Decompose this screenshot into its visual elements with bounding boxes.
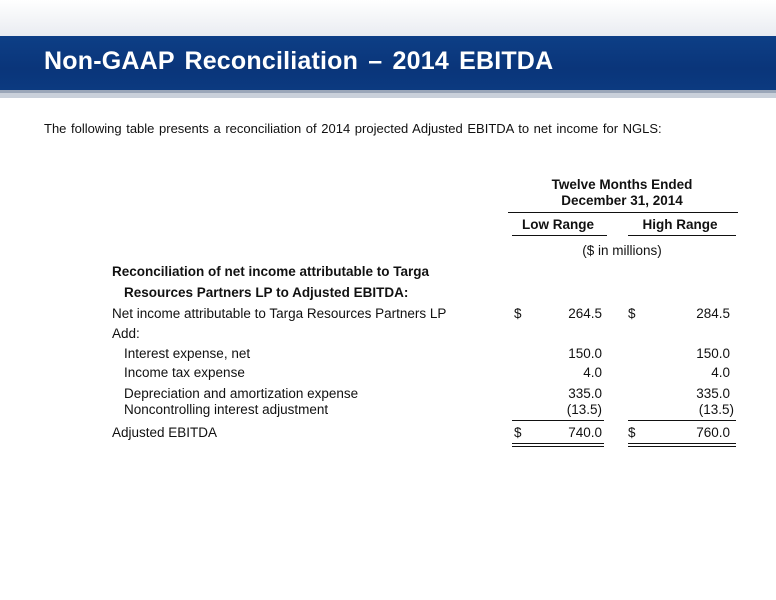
title-underline-shadow bbox=[0, 93, 776, 98]
title-bar bbox=[0, 36, 776, 90]
total-double-rule-high bbox=[628, 443, 736, 447]
subtotal-rule-high bbox=[628, 420, 736, 421]
row-label-add: Add: bbox=[112, 326, 140, 341]
intro-text: The following table presents a reconciliation of 2014 projected Adjusted EBITDA to net income for NGLS: bbox=[44, 121, 662, 136]
total-double-rule-low bbox=[512, 443, 604, 447]
row-label-interest: Interest expense, net bbox=[124, 346, 251, 361]
high-range-header: High Range bbox=[642, 217, 718, 232]
adjusted-ebitda-low: 740.0 bbox=[568, 425, 602, 440]
depreciation-low: 335.0 bbox=[568, 386, 602, 401]
depreciation-high: 335.0 bbox=[696, 386, 730, 401]
section-heading-line1: Reconciliation of net income attributable to Targa bbox=[112, 264, 430, 279]
period-header-line2: December 31, 2014 bbox=[561, 193, 683, 208]
total-currency-low: $ bbox=[514, 425, 522, 440]
interest-high: 150.0 bbox=[696, 346, 730, 361]
top-strip bbox=[0, 0, 776, 36]
income-tax-low: 4.0 bbox=[583, 365, 602, 380]
row-label-depreciation: Depreciation and amortization expense bbox=[124, 386, 359, 401]
section-heading-line2: Resources Partners LP to Adjusted EBITDA: bbox=[124, 285, 409, 300]
row-label-net-income: Net income attributable to Targa Resources Partners LP bbox=[112, 306, 447, 321]
slide-title: Non-GAAP Reconciliation – 2014 EBITDA bbox=[44, 47, 554, 75]
total-currency-high: $ bbox=[628, 425, 636, 440]
row-label-adjusted-ebitda: Adjusted EBITDA bbox=[112, 425, 218, 440]
noncontrolling-high: (13.5) bbox=[698, 402, 734, 417]
noncontrolling-low: (13.5) bbox=[566, 402, 602, 417]
high-range-rule bbox=[628, 235, 736, 236]
low-range-header: Low Range bbox=[521, 217, 594, 232]
interest-low: 150.0 bbox=[568, 346, 602, 361]
subtotal-rule-low bbox=[512, 420, 604, 421]
net-income-high: 284.5 bbox=[696, 306, 730, 321]
row-label-noncontrolling: Noncontrolling interest adjustment bbox=[124, 402, 329, 417]
period-header-line1: Twelve Months Ended bbox=[551, 177, 693, 192]
currency-symbol-low: $ bbox=[514, 306, 522, 321]
currency-symbol-high: $ bbox=[628, 306, 636, 321]
units-label: ($ in millions) bbox=[582, 243, 662, 258]
row-label-income-tax: Income tax expense bbox=[124, 365, 245, 380]
net-income-low: 264.5 bbox=[568, 306, 602, 321]
adjusted-ebitda-high: 760.0 bbox=[696, 425, 730, 440]
income-tax-high: 4.0 bbox=[711, 365, 730, 380]
low-range-rule bbox=[512, 235, 607, 236]
period-header-rule bbox=[508, 212, 738, 213]
